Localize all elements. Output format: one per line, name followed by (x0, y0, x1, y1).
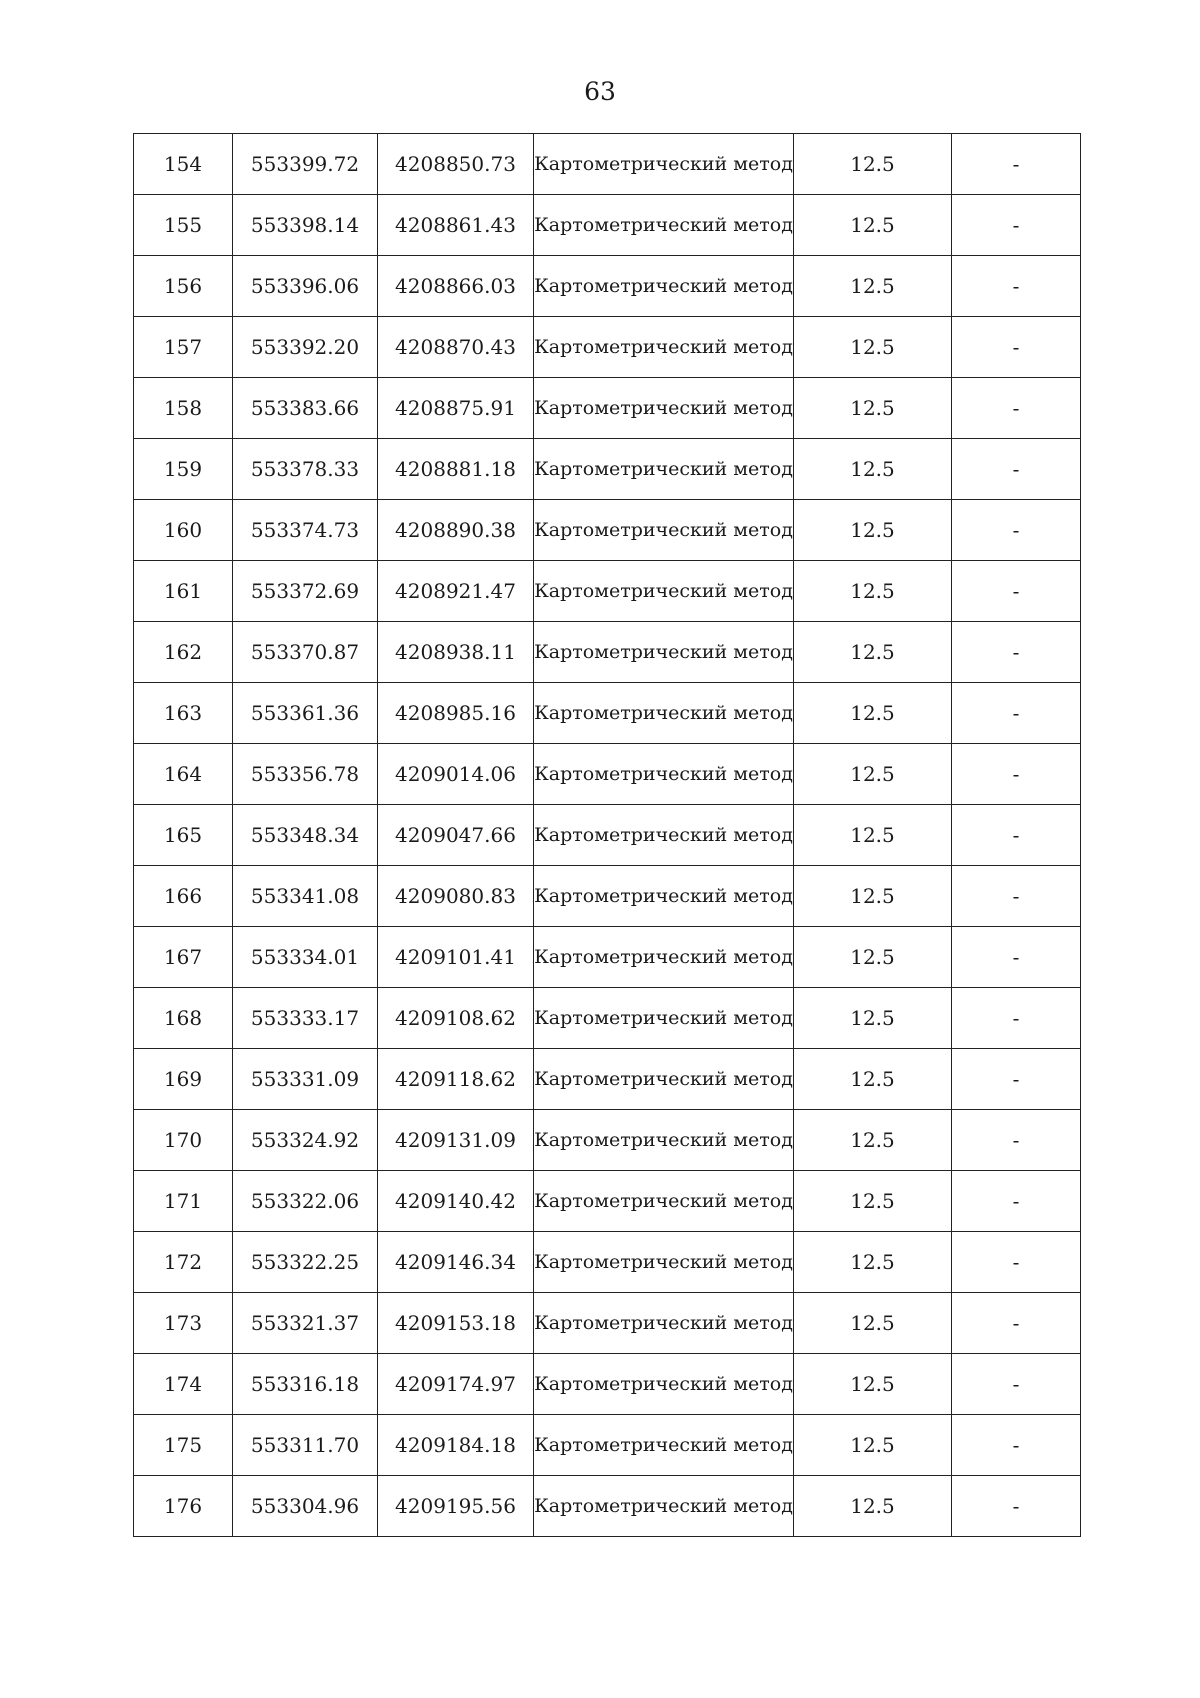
cell-x-coordinate: 553324.92 (233, 1110, 378, 1171)
table-row (134, 561, 1081, 622)
cell-point-number: 166 (134, 866, 233, 927)
table-row (134, 1476, 1081, 1537)
cell-y-coordinate: 4208850.73 (378, 134, 534, 195)
cell-y-coordinate: 4209146.34 (378, 1232, 534, 1293)
table-row (134, 622, 1081, 683)
coordinates-table-body (134, 134, 1081, 1537)
cell-y-coordinate: 4208921.47 (378, 561, 534, 622)
cell-x-coordinate: 553399.72 (233, 134, 378, 195)
cell-point-number: 157 (134, 317, 233, 378)
cell-point-number: 163 (134, 683, 233, 744)
table-row (134, 439, 1081, 500)
cell-accuracy: 12.5 (794, 1110, 952, 1171)
cell-x-coordinate: 553316.18 (233, 1354, 378, 1415)
cell-note: - (952, 439, 1081, 500)
cell-x-coordinate: 553311.70 (233, 1415, 378, 1476)
cell-x-coordinate: 553370.87 (233, 622, 378, 683)
table-row (134, 1110, 1081, 1171)
cell-y-coordinate: 4208985.16 (378, 683, 534, 744)
cell-point-number: 172 (134, 1232, 233, 1293)
cell-method: Картометрический метод (534, 256, 794, 317)
table-row (134, 683, 1081, 744)
table-row (134, 744, 1081, 805)
cell-accuracy: 12.5 (794, 866, 952, 927)
cell-note: - (952, 1171, 1081, 1232)
table-row (134, 805, 1081, 866)
cell-point-number: 168 (134, 988, 233, 1049)
cell-method: Картометрический метод (534, 622, 794, 683)
cell-x-coordinate: 553334.01 (233, 927, 378, 988)
table-row (134, 378, 1081, 439)
cell-method: Картометрический метод (534, 988, 794, 1049)
cell-accuracy: 12.5 (794, 683, 952, 744)
cell-x-coordinate: 553396.06 (233, 256, 378, 317)
table-row (134, 1293, 1081, 1354)
cell-method: Картометрический метод (534, 1354, 794, 1415)
cell-accuracy: 12.5 (794, 561, 952, 622)
cell-y-coordinate: 4208890.38 (378, 500, 534, 561)
cell-note: - (952, 500, 1081, 561)
cell-accuracy: 12.5 (794, 1232, 952, 1293)
table-row (134, 195, 1081, 256)
cell-note: - (952, 744, 1081, 805)
cell-note: - (952, 622, 1081, 683)
cell-y-coordinate: 4209131.09 (378, 1110, 534, 1171)
cell-x-coordinate: 553331.09 (233, 1049, 378, 1110)
cell-x-coordinate: 553356.78 (233, 744, 378, 805)
cell-y-coordinate: 4208881.18 (378, 439, 534, 500)
cell-note: - (952, 378, 1081, 439)
cell-x-coordinate: 553374.73 (233, 500, 378, 561)
cell-y-coordinate: 4209140.42 (378, 1171, 534, 1232)
cell-note: - (952, 927, 1081, 988)
cell-note: - (952, 1293, 1081, 1354)
cell-method: Картометрический метод (534, 927, 794, 988)
cell-y-coordinate: 4209108.62 (378, 988, 534, 1049)
cell-point-number: 169 (134, 1049, 233, 1110)
cell-method: Картометрический метод (534, 683, 794, 744)
cell-method: Картометрический метод (534, 439, 794, 500)
cell-y-coordinate: 4208870.43 (378, 317, 534, 378)
cell-method: Картометрический метод (534, 1232, 794, 1293)
cell-accuracy: 12.5 (794, 1354, 952, 1415)
cell-note: - (952, 1110, 1081, 1171)
table-row (134, 1232, 1081, 1293)
cell-y-coordinate: 4208938.11 (378, 622, 534, 683)
cell-y-coordinate: 4209101.41 (378, 927, 534, 988)
table-row (134, 927, 1081, 988)
cell-point-number: 174 (134, 1354, 233, 1415)
table-row (134, 256, 1081, 317)
cell-accuracy: 12.5 (794, 1476, 952, 1537)
cell-method: Картометрический метод (534, 744, 794, 805)
table-row (134, 1415, 1081, 1476)
cell-note: - (952, 195, 1081, 256)
cell-point-number: 171 (134, 1171, 233, 1232)
cell-note: - (952, 134, 1081, 195)
cell-accuracy: 12.5 (794, 1293, 952, 1354)
cell-note: - (952, 866, 1081, 927)
cell-method: Картометрический метод (534, 561, 794, 622)
cell-y-coordinate: 4209118.62 (378, 1049, 534, 1110)
cell-note: - (952, 988, 1081, 1049)
cell-x-coordinate: 553304.96 (233, 1476, 378, 1537)
cell-y-coordinate: 4209047.66 (378, 805, 534, 866)
cell-method: Картометрический метод (534, 866, 794, 927)
cell-y-coordinate: 4208866.03 (378, 256, 534, 317)
cell-point-number: 160 (134, 500, 233, 561)
cell-method: Картометрический метод (534, 805, 794, 866)
cell-method: Картометрический метод (534, 1415, 794, 1476)
cell-accuracy: 12.5 (794, 317, 952, 378)
cell-accuracy: 12.5 (794, 1171, 952, 1232)
cell-method: Картометрический метод (534, 1110, 794, 1171)
cell-accuracy: 12.5 (794, 927, 952, 988)
table-row (134, 1171, 1081, 1232)
cell-note: - (952, 1415, 1081, 1476)
cell-accuracy: 12.5 (794, 195, 952, 256)
page-number: 63 (584, 77, 616, 106)
cell-point-number: 156 (134, 256, 233, 317)
cell-accuracy: 12.5 (794, 1415, 952, 1476)
cell-accuracy: 12.5 (794, 378, 952, 439)
cell-method: Картометрический метод (534, 1293, 794, 1354)
cell-note: - (952, 561, 1081, 622)
cell-x-coordinate: 553361.36 (233, 683, 378, 744)
cell-note: - (952, 805, 1081, 866)
cell-accuracy: 12.5 (794, 500, 952, 561)
cell-method: Картометрический метод (534, 1171, 794, 1232)
cell-x-coordinate: 553341.08 (233, 866, 378, 927)
cell-point-number: 170 (134, 1110, 233, 1171)
cell-x-coordinate: 553378.33 (233, 439, 378, 500)
cell-x-coordinate: 553383.66 (233, 378, 378, 439)
cell-note: - (952, 1354, 1081, 1415)
table-row (134, 500, 1081, 561)
cell-y-coordinate: 4209080.83 (378, 866, 534, 927)
cell-method: Картометрический метод (534, 500, 794, 561)
cell-x-coordinate: 553333.17 (233, 988, 378, 1049)
cell-x-coordinate: 553398.14 (233, 195, 378, 256)
cell-accuracy: 12.5 (794, 134, 952, 195)
cell-accuracy: 12.5 (794, 805, 952, 866)
cell-point-number: 176 (134, 1476, 233, 1537)
cell-x-coordinate: 553322.06 (233, 1171, 378, 1232)
cell-y-coordinate: 4208861.43 (378, 195, 534, 256)
cell-note: - (952, 1232, 1081, 1293)
cell-y-coordinate: 4209195.56 (378, 1476, 534, 1537)
cell-accuracy: 12.5 (794, 256, 952, 317)
cell-accuracy: 12.5 (794, 439, 952, 500)
cell-method: Картометрический метод (534, 1049, 794, 1110)
cell-note: - (952, 256, 1081, 317)
cell-y-coordinate: 4209153.18 (378, 1293, 534, 1354)
cell-point-number: 162 (134, 622, 233, 683)
cell-point-number: 165 (134, 805, 233, 866)
cell-point-number: 164 (134, 744, 233, 805)
cell-x-coordinate: 553392.20 (233, 317, 378, 378)
cell-note: - (952, 1476, 1081, 1537)
cell-y-coordinate: 4209184.18 (378, 1415, 534, 1476)
cell-point-number: 167 (134, 927, 233, 988)
cell-x-coordinate: 553321.37 (233, 1293, 378, 1354)
cell-method: Картометрический метод (534, 317, 794, 378)
table-row (134, 317, 1081, 378)
cell-point-number: 154 (134, 134, 233, 195)
table-row (134, 134, 1081, 195)
cell-y-coordinate: 4209014.06 (378, 744, 534, 805)
cell-method: Картометрический метод (534, 1476, 794, 1537)
cell-point-number: 155 (134, 195, 233, 256)
table-row (134, 988, 1081, 1049)
cell-method: Картометрический метод (534, 195, 794, 256)
cell-note: - (952, 317, 1081, 378)
cell-x-coordinate: 553322.25 (233, 1232, 378, 1293)
table-row (134, 1049, 1081, 1110)
coordinates-table (133, 133, 1081, 1537)
cell-note: - (952, 683, 1081, 744)
table-row (134, 1354, 1081, 1415)
table-row (134, 866, 1081, 927)
cell-accuracy: 12.5 (794, 1049, 952, 1110)
cell-accuracy: 12.5 (794, 622, 952, 683)
cell-x-coordinate: 553372.69 (233, 561, 378, 622)
cell-point-number: 175 (134, 1415, 233, 1476)
cell-point-number: 161 (134, 561, 233, 622)
cell-x-coordinate: 553348.34 (233, 805, 378, 866)
cell-point-number: 158 (134, 378, 233, 439)
cell-point-number: 173 (134, 1293, 233, 1354)
cell-y-coordinate: 4209174.97 (378, 1354, 534, 1415)
cell-point-number: 159 (134, 439, 233, 500)
cell-accuracy: 12.5 (794, 744, 952, 805)
cell-accuracy: 12.5 (794, 988, 952, 1049)
cell-method: Картометрический метод (534, 378, 794, 439)
cell-note: - (952, 1049, 1081, 1110)
cell-method: Картометрический метод (534, 134, 794, 195)
cell-y-coordinate: 4208875.91 (378, 378, 534, 439)
